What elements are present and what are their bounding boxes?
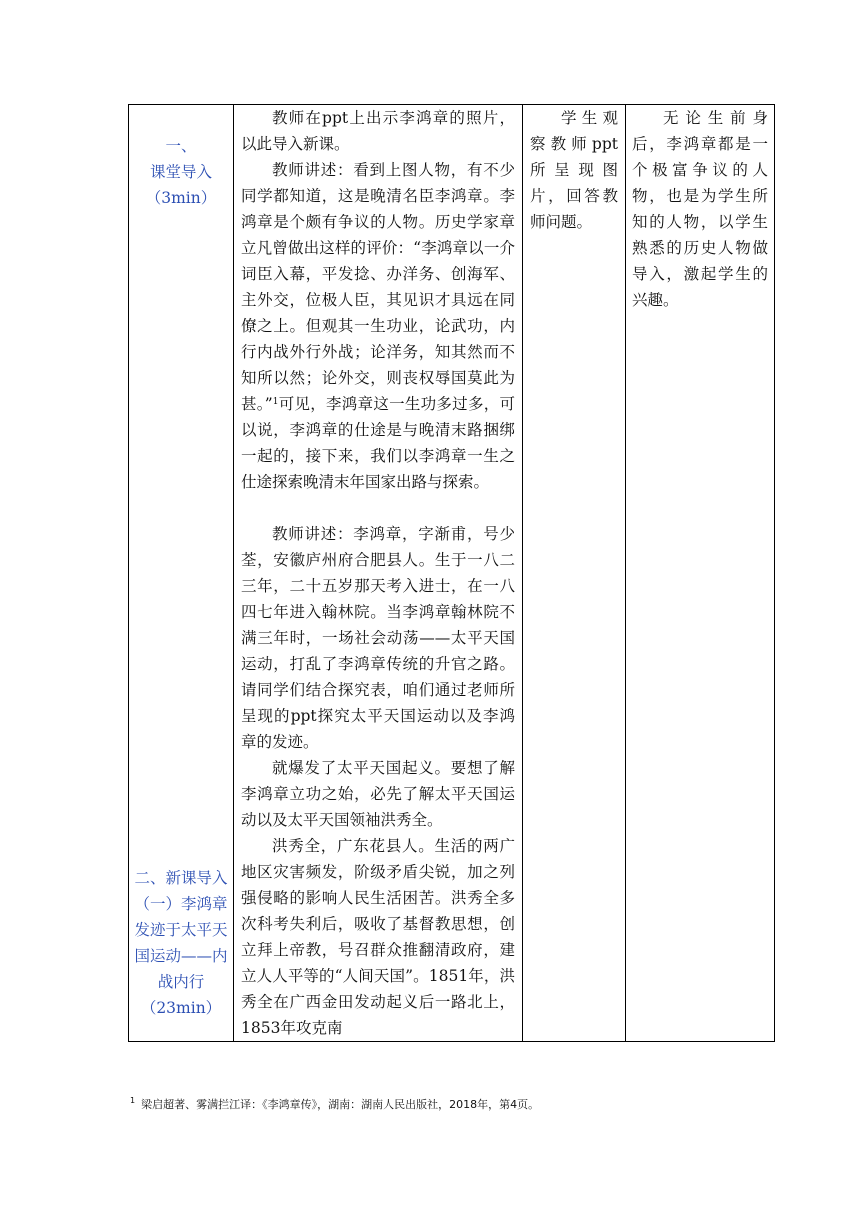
stage-number: 一、	[165, 137, 197, 155]
content-paragraph: 教师在ppt上出示李鸿章的照片，以此导入新课。	[241, 109, 515, 153]
content-paragraph	[234, 157, 522, 495]
content-paragraph: 就爆发了太平天国起义。要想了解李鸿章立功之始，必先了解太平天国运动以及太平天国领袖洪秀全。	[241, 759, 515, 829]
footnote-divider	[128, 1082, 328, 1083]
quote-tail: 可见，李鸿章这一生功多过多，可以说，李鸿章的仕途是与晚清末路捆绑一起的，接下来，我们以李鸿章一生之仕途探索晚清末年国家出路与探索。	[241, 395, 515, 491]
stage-column	[129, 105, 234, 1042]
content-paragraph: 教师讲述：李鸿章，字渐甫，号少荃，安徽庐州府合肥县人。生于一八二三年，二十五岁那天考入进士，在一八四七年进入翰林院。当李鸿章翰林院不满三年时，一场社会动荡——太平天国运动，打乱了李鸿章传统的升官之路。请同学们结合探究表，咱们通过老师所呈现的ppt探究太平天国运动以及李鸿章的发迹。	[241, 525, 515, 751]
content-paragraph: 洪秀全，广东花县人。生活的两广地区灾害频发，阶级矛盾尖锐，加之列强侵略的影响人民生活困苦。洪秀全多次科考失利后，吸收了基督教思想，创立拜上帝教，号召群众推翻清政府，建立人人平等的“人间天国”。1851年，洪秀全在广西金田发动起义后一路北上，1853年攻克南	[241, 837, 515, 1037]
teacher-activity-column	[234, 105, 523, 1042]
lesson-plan-table	[128, 104, 775, 1042]
stage-new-lesson	[129, 865, 233, 1021]
footnote-text: 梁启超著、雾满拦江译：《李鸿章传》，湖南：湖南人民出版社，2018年，第4页。	[141, 1098, 540, 1111]
stage-subtitle: （一）李鸿章发迹于太平天国运动——内战内行（23min）	[134, 895, 228, 1017]
quote-text: 教师讲述：看到上图人物，有不少同学都知道，这是晚清名臣李鸿章。李鸿章是个颇有争议的人物。历史学家章立凡曾做出这样的评价：“李鸿章以一介词臣入幕，平发捻、办洋务、创海军、主外交，位极人臣，其见识才具远在同僚之上。但观其一生功业，论武功，内行内战外行外战；论洋务，知其然而不知所以然；论外交，则丧权辱国莫此为甚。”	[241, 161, 515, 413]
table-row	[129, 105, 775, 1042]
student-activity-column	[523, 105, 626, 1042]
footnote-mark: 1	[130, 1096, 136, 1105]
footnote	[130, 1096, 539, 1112]
design-intent-text: 无论生前身后，李鸿章都是一个极富争议的人物，也是为学生所知的人物，以学生熟悉的历史人物做导入，激起学生的兴趣。	[632, 109, 768, 309]
stage-intro	[129, 133, 233, 211]
stage-title: 课堂导入	[149, 163, 212, 181]
student-activity-text: 学生观察教师ppt所呈现图片，回答教师问题。	[530, 109, 618, 231]
design-intent-column	[626, 105, 775, 1042]
footnote-ref: 1	[272, 397, 279, 407]
stage-time: （3min）	[145, 189, 217, 207]
stage-title: 二、新课导入	[134, 869, 228, 887]
